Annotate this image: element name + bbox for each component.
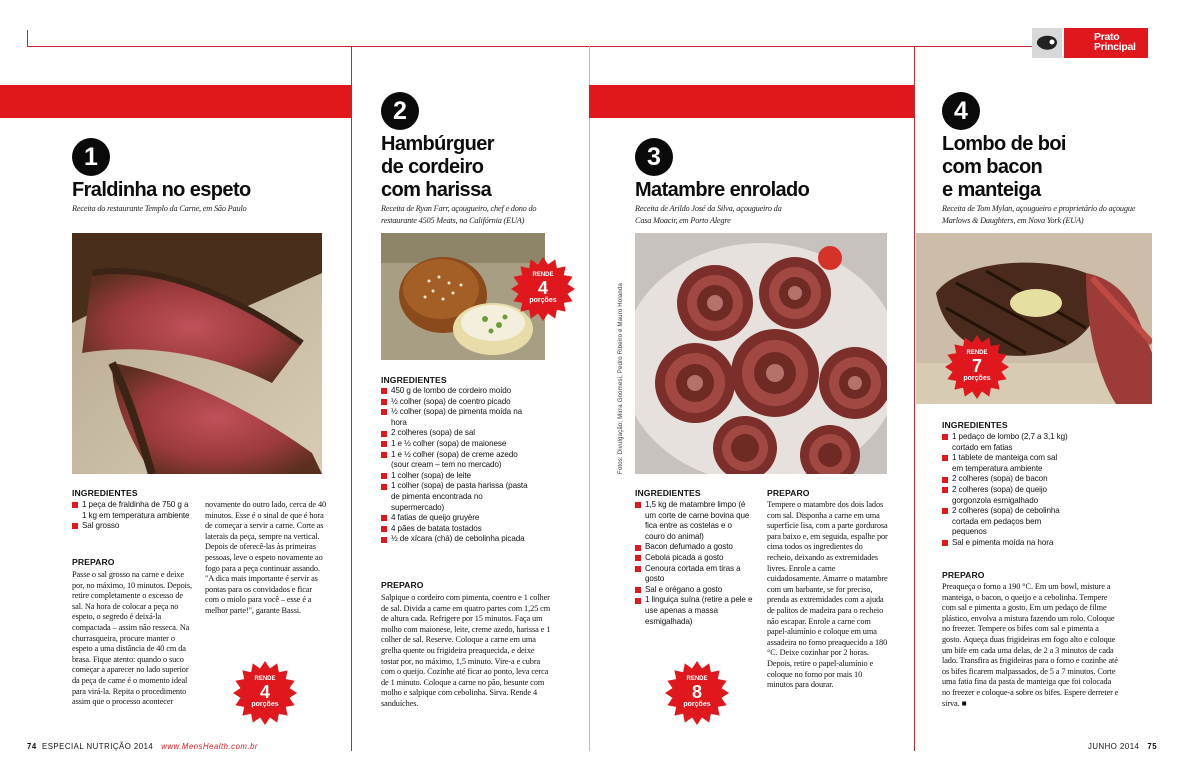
list-item: 1 tablete de manteiga com sal em temperatura ambiente: [942, 453, 1068, 474]
recipe-title-2-line1: Hambúrguer: [381, 133, 494, 155]
yield-label: RENDE: [254, 676, 276, 682]
red-band-left: [0, 85, 351, 118]
list-item: 450 g de lombo de cordeiro moído: [381, 386, 531, 397]
yield-unit: porções: [683, 701, 711, 708]
list-item: 1 e ½ colher (sopa) de creme azedo (sour cream – tem no mercado): [381, 450, 531, 471]
list-item: 1 colher (sopa) de pasta harissa (pasta de pimenta encontrada no supermercado): [381, 481, 531, 513]
list-item: Sal e orégano a gosto: [635, 585, 753, 596]
prep-text-1: Passe o sal grosso na carne e deixe por, no máximo, 10 minutos. Depois, retire completamente o excesso de sal. Na hora de colocar a peça no espeto, o segredo é deixá-la compactada – assim não resseca. Na churrasqueira, procure manter o espeto a uma distância de 40 cm da brasa. Fique atento: quando o suco começar a aparecer no lado superior da peça de carne é o momento ideal para virá-la. Repita o procedimento assim que o processo acontecer: [72, 570, 192, 707]
list-item: Bacon defumado a gosto: [635, 542, 753, 553]
recipe-title-2-line3: com harissa: [381, 179, 492, 201]
section-tag: [1032, 28, 1148, 58]
prep-text-2: Salpique o cordeiro com pimenta, coentro e 1 colher de sal. Divida a carne em quatro partes com 1,25 cm de altura cada. Refrigere por 15 minutos. Faça um molho com maionese, leite, creme azedo, harissa e 1 colher de sal. Reserve. Coloque a carne em uma grelha quente ou frigideira preaquecida, e deixe tostar por, no máximo, 1,5 minuto. Vire-a e cubra com o queijo. Cozinhe até ficar ao ponto, leva cerca de 1 minuto. Coloque a carne no pão, besunte com molho e salpique com cebolinha. Sirva. Rende 4 sanduíches.: [381, 593, 551, 708]
folio-right: [1088, 742, 1157, 751]
list-item: ½ colher (sopa) de pimenta moída na hora: [381, 407, 531, 428]
recipe-title-3-line: Matambre enrolado: [635, 179, 810, 201]
photo-credit: Fotos: Divulgação; Mirra Gnomesi, Pedro Ribeiro e Mauro Holanda: [618, 282, 624, 474]
yield-unit: porções: [963, 375, 991, 382]
list-item: 1 peça de fraldinha de 750 g a 1 kg em temperatura ambiente: [72, 500, 192, 521]
photo-matambre: [635, 233, 887, 474]
folio-left: [27, 742, 258, 751]
yield-number: 4: [259, 682, 270, 702]
red-band-mid: [589, 85, 914, 118]
ingredients-list-1: [72, 500, 192, 532]
list-item: 2 colheres (sopa) de queijo gorgonzola esmigalhado: [942, 485, 1068, 506]
recipe-credit-1: Receita do restaurante Templo da Carne, em São Paulo: [72, 204, 247, 213]
page-number-right: 75: [1147, 742, 1158, 751]
yield-number: 8: [691, 682, 702, 702]
top-rule-left: [27, 46, 1035, 47]
list-item: ½ de xícara (chá) de cebolinha picada: [381, 534, 531, 545]
recipe-number-4: 4: [942, 92, 980, 130]
recipe-credit-3: Receita de Arildo José da Silva, açougueiro da Casa Moacir, em Porto Alegre: [635, 204, 782, 225]
prep-heading-3: PREPARO: [767, 488, 810, 498]
photo-fraldinha: [72, 233, 322, 474]
list-item: 1,5 kg de matambre limpo (é um corte de carne bovina que fica entre as costelas e o couro do animal): [635, 500, 753, 542]
yield-badge-4: [944, 334, 1010, 400]
yield-badge-2: [510, 256, 576, 322]
list-item: ½ colher (sopa) de coentro picado: [381, 397, 531, 408]
list-item: 1 linguiça suína (retire a pele e use apenas a massa esmigalhada): [635, 595, 753, 627]
top-rule-tick: [27, 30, 28, 47]
recipe-number-1: 1: [72, 138, 110, 176]
ingredients-heading-1: INGREDIENTES: [72, 488, 138, 498]
yield-label: RENDE: [686, 676, 708, 682]
recipe-title-4-line1: Lombo de boi: [942, 133, 1066, 155]
steak-icon: [1032, 28, 1062, 58]
page-number-left: 74: [27, 742, 37, 751]
recipe-credit-4: Receita de Tom Mylan, açougueiro e proprietário do açougue Marlows & Daughters, em Nova York (EUA): [942, 204, 1136, 225]
list-item: 1 e ½ colher (sopa) de maionese: [381, 439, 531, 450]
prep-text-3: Tempere o matambre dos dois lados com sal. Disponha a carne em uma superfície lisa, com a parte gordurosa para baixo e, em seguida, espalhe por cima todos os ingredientes do recheio, deixando as extremidades livres. Enrole a carne cuidadosamente. Amarre o matambre com um barbante, se for preciso, prenda as extremidades com a ajuda de palitos de madeira para o recheio não escapar. Enrole a carne com papel-alumínio e coloque em uma assadeira no forno preaquecido a 180 °C. Deixe cozinhar por 2 horas. Depois, retire o papel-alumínio e coloque no forno por mais 10 minutos para dourar.: [767, 500, 888, 690]
ingredients-list-2: [381, 386, 531, 545]
magazine-url[interactable]: www.MensHealth.com.br: [161, 742, 259, 751]
yield-number: 7: [971, 356, 982, 376]
ingredients-list-4: [942, 432, 1068, 549]
yield-badge-3: [664, 660, 730, 726]
ingredients-heading-3: INGREDIENTES: [635, 488, 701, 498]
spine-divider: [589, 46, 590, 751]
prep-heading-1: PREPARO: [72, 557, 115, 567]
yield-number: 4: [537, 278, 548, 298]
prep-text-4: Preaqueça o forno a 190 °C. Em um bowl, misture a manteiga, o bacon, o queijo e a cebolinha. Tempere com sal e pimenta a gosto. Em um pedaço de filme plástico, envolva a mistura fazendo um rolo. Coloque no freezer. Tempere os bifes com sal e pimenta a gosto. Aqueça duas frigideiras em fogo alto e coloque um bife em cada uma delas, de 2 a 3 minutos de cada lado. Transfira as frigideiras para o forno e cozinhe até os bifes ficarem malpassados, de 5 a 7 minutos. Corte uma fatia fina da pasta de manteiga que foi colocada no freezer e coloque-a sobre os bifes. Espere derreter e sirva. ■: [942, 582, 1119, 708]
section-tag-line2: Principal: [1094, 41, 1136, 53]
yield-unit: porções: [251, 701, 279, 708]
list-item: 1 pedaço de lombo (2,7 a 3,1 kg) cortado em fatias: [942, 432, 1068, 453]
prep-text-1-continued: novamente do outro lado, cerca de 40 minutos. Esse é o sinal de que é hora de começar a servir a carne. Corte as laterais da peça, sempre na vertical. Depois de oferecê-las às primeiras pessoas, leve o espeto novamente ao fogo para a peça continuar assando. "A dica mais importante é servir as pontas para os convidados e ficar com o miolo para você – esse é a melhor parte!", garante Bassi.: [205, 500, 327, 615]
issue-date: JUNHO 2014: [1088, 742, 1140, 751]
column-divider-1: [351, 46, 352, 751]
ingredients-heading-4: INGREDIENTES: [942, 420, 1008, 430]
recipe-title-3: [635, 179, 809, 202]
section-tag-line1: Prato: [1094, 31, 1120, 43]
list-item: Cebola picada a gosto: [635, 553, 753, 564]
list-item: 2 colheres (sopa) de sal: [381, 428, 531, 439]
recipe-title-1: [72, 179, 251, 202]
recipe-number-2: 2: [381, 92, 419, 130]
column-divider-3: [914, 46, 915, 751]
section-tag-label: [1064, 28, 1148, 58]
list-item: 2 colheres (sopa) de bacon: [942, 474, 1068, 485]
recipe-number-3: 3: [635, 138, 673, 176]
yield-label: RENDE: [966, 350, 988, 356]
recipe-title-4-line2: com bacon: [942, 156, 1043, 178]
list-item: 1 colher (sopa) de leite: [381, 471, 531, 482]
list-item: Cenoura cortada em tiras a gosto: [635, 564, 753, 585]
yield-label: RENDE: [532, 272, 554, 278]
recipe-title-1-line: Fraldinha no espeto: [72, 179, 251, 201]
recipe-title-2: [381, 133, 494, 202]
recipe-title-4-line3: e manteiga: [942, 179, 1041, 201]
list-item: Sal e pimenta moída na hora: [942, 538, 1068, 549]
recipe-title-2-line2: de cordeiro: [381, 156, 484, 178]
yield-unit: porções: [529, 297, 557, 304]
list-item: Sal grosso: [72, 521, 192, 532]
recipe-title-4: [942, 133, 1066, 202]
magazine-edition: ESPECIAL NUTRIÇÃO 2014: [42, 742, 154, 751]
list-item: 4 pães de batata tostados: [381, 524, 531, 535]
recipe-credit-2: Receita de Ryan Farr, açougueiro, chef e dono do restaurante 4505 Meats, na Califórnia (EUA): [381, 204, 537, 225]
list-item: 4 fatias de queijo gruyère: [381, 513, 531, 524]
prep-heading-4: PREPARO: [942, 570, 985, 580]
list-item: 2 colheres (sopa) de cebolinha cortada em pedaços bem pequenos: [942, 506, 1068, 538]
ingredients-list-3: [635, 500, 753, 627]
yield-badge-1: [232, 660, 298, 726]
ingredients-heading-2: INGREDIENTES: [381, 375, 447, 385]
prep-heading-2: PREPARO: [381, 580, 424, 590]
